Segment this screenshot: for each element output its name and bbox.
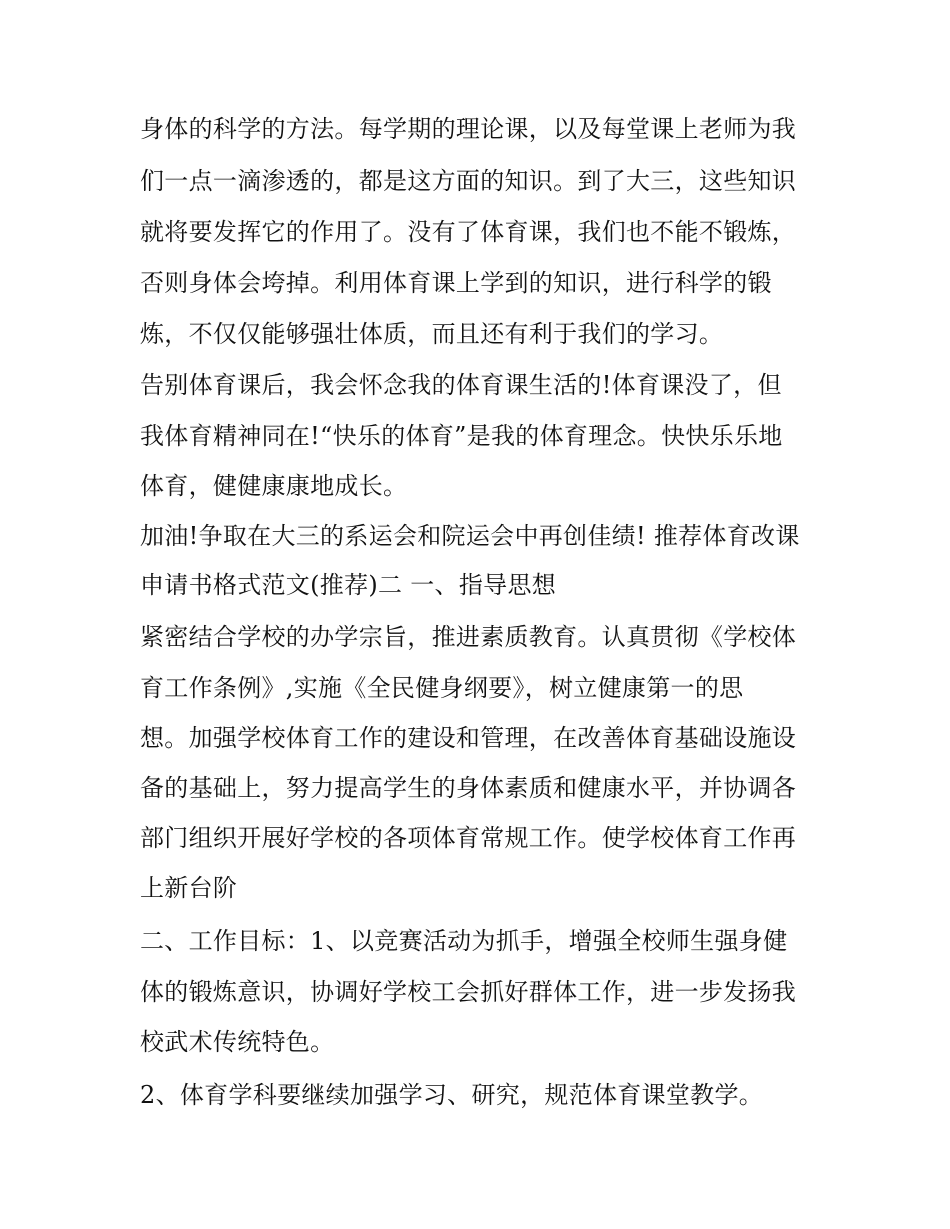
text-line: 炼，不仅仅能够强壮体质，而且还有利于我们的学习。 <box>140 320 724 348</box>
text-line: 备的基础上，努力提高学生的身体素质和健康水平，并协调各 <box>140 774 797 802</box>
text-line: 紧密结合学校的办学宗旨，推进素质教育。认真贯彻《学校体 <box>140 623 797 651</box>
text-line: 二、工作目标：1、以竞赛活动为抓手，增强全校师生强身健 <box>140 927 788 955</box>
text-line: 上新台阶 <box>140 874 238 902</box>
text-line: 就将要发挥它的作用了。没有了体育课，我们也不能不锻炼， <box>140 218 797 246</box>
text-line: 育工作条例》,实施《全民健身纲要》，树立健康第一的思 <box>140 674 744 702</box>
text-line: 体的锻炼意识，协调好学校工会抓好群体工作，进一步发扬我 <box>140 978 797 1006</box>
text-line: 身体的科学的方法。每学期的理论课，以及每堂课上老师为我 <box>140 115 797 143</box>
text-line: 申请书格式范文(推荐)二 一、指导思想 <box>140 571 557 599</box>
text-line: 我体育精神同在!“快乐的体育”是我的体育理念。快快乐乐地 <box>140 422 783 450</box>
text-line: 想。加强学校体育工作的建设和管理，在改善体育基础设施设 <box>140 724 797 752</box>
text-line: 告别体育课后，我会怀念我的体育课生活的!体育课没了，但 <box>140 371 782 399</box>
text-line: 校武术传统特色。 <box>140 1028 335 1056</box>
text-line: 加油!争取在大三的系运会和院运会中再创佳绩! 推荐体育改课 <box>140 522 800 550</box>
text-line: 否则身体会垮掉。利用体育课上学到的知识，进行科学的锻 <box>140 269 772 297</box>
text-line: 2、体育学科要继续加强学习、研究，规范体育课堂教学。 <box>140 1081 764 1109</box>
text-line: 体育，健健康康地成长。 <box>140 472 408 500</box>
text-line: 们一点一滴渗透的，都是这方面的知识。到了大三，这些知识 <box>140 167 797 195</box>
text-line: 部门组织开展好学校的各项体育常规工作。使学校体育工作再 <box>140 824 797 852</box>
